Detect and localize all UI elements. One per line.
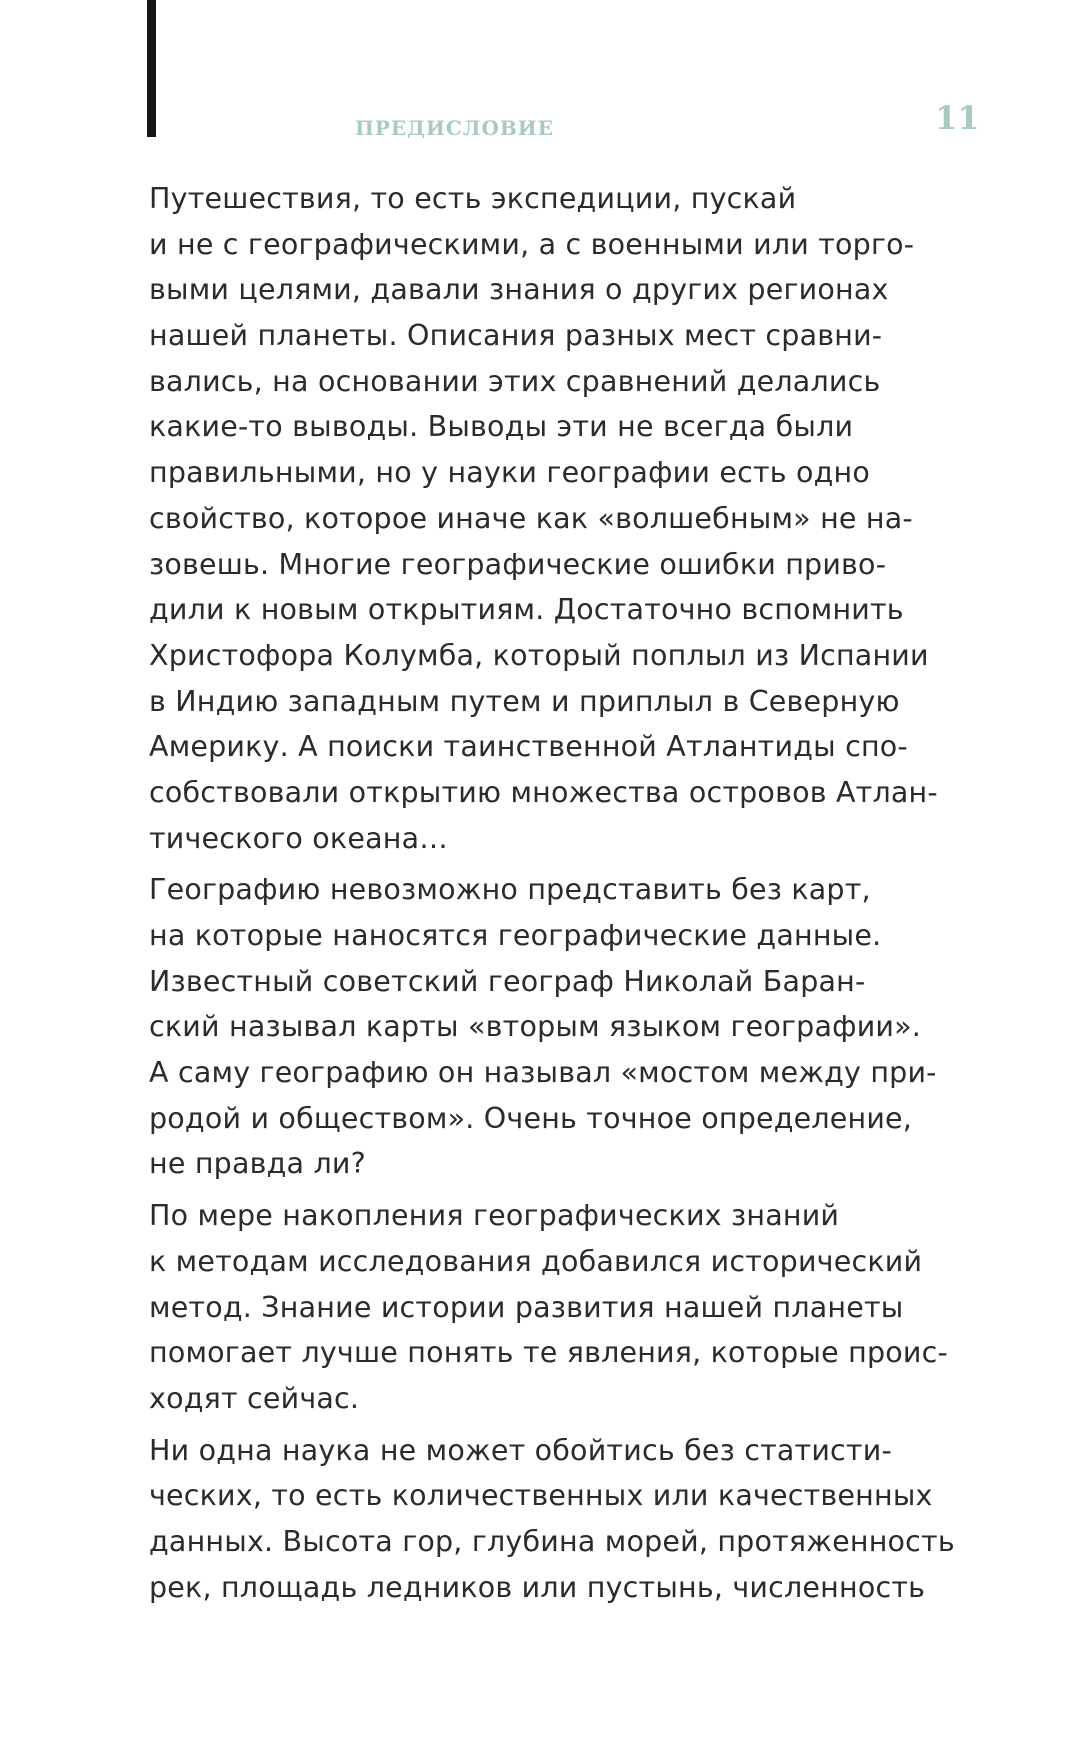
text-line: Христофора Колумба, который поплыл из Испании — [149, 638, 929, 672]
text-line: собствовали открытию множества островов Атлан- — [149, 775, 938, 809]
paragraph-2 — [149, 867, 939, 1187]
paragraph-1 — [149, 176, 939, 861]
paragraph-3 — [149, 1193, 948, 1421]
text-line: Географию невозможно представить без карт, — [149, 873, 871, 907]
text-line: какие-то выводы. Выводы эти не всегда были — [149, 410, 854, 444]
text-line: помогает лучше понять те явления, которые проис- — [149, 1336, 948, 1370]
text-line: Известный советский географ Николай Баран- — [149, 964, 866, 998]
text-line: к методам исследования добавился исторический — [149, 1244, 923, 1278]
text-line: вались, на основании этих сравнений делались — [149, 364, 881, 398]
text-line: Ни одна наука не может обойтись без статисти- — [149, 1433, 892, 1467]
text-line: ходят сейчас. — [149, 1381, 360, 1415]
text-line: выми целями, давали знания о других регионах — [149, 273, 889, 307]
text-line: на которые наносятся географические данные. — [149, 919, 882, 952]
text-line: родой и обществом». Очень точное определение, — [149, 1101, 913, 1135]
text-line: По мере накопления географических знаний — [149, 1199, 840, 1233]
text-line: Путешествия, то есть экспедиции, пускай — [149, 182, 797, 215]
text-line: нашей планеты. Описания разных мест сравни- — [149, 319, 883, 353]
text-line: метод. Знание истории развития нашей планеты — [149, 1290, 904, 1324]
text-line: рек, площадь ледников или пустынь, численность — [149, 1570, 926, 1604]
body-text — [149, 176, 955, 1616]
text-line: А саму географию он называл «мостом между при- — [149, 1056, 937, 1090]
text-line: правильными, но у науки географии есть одно — [149, 456, 871, 490]
text-line: тического океана… — [149, 821, 448, 855]
margin-bar — [147, 0, 156, 137]
text-line: дили к новым открытиям. Достаточно вспомнить — [149, 593, 904, 627]
running-head: ПРЕДИСЛОВИЕ — [355, 116, 554, 140]
text-line: ский называл карты «вторым языком географии». — [149, 1010, 922, 1044]
text-line: в Индию западным путем и приплыл в Северную — [149, 684, 900, 718]
text-line: свойство, которое иначе как «волшебным» не на- — [149, 501, 913, 535]
text-line: и не с географическими, а с военными или торго- — [149, 227, 915, 261]
page-number: 11 — [935, 99, 980, 137]
text-line: ческих, то есть количественных или качественных — [149, 1479, 933, 1513]
text-line: данных. Высота гор, глубина морей, протяженность — [149, 1524, 955, 1558]
text-line: Америку. А поиски таинственной Атлантиды спо- — [149, 730, 908, 764]
paragraph-4 — [149, 1428, 955, 1611]
text-line: зовешь. Многие географические ошибки приво- — [149, 547, 887, 581]
text-line: не правда ли? — [149, 1147, 366, 1181]
